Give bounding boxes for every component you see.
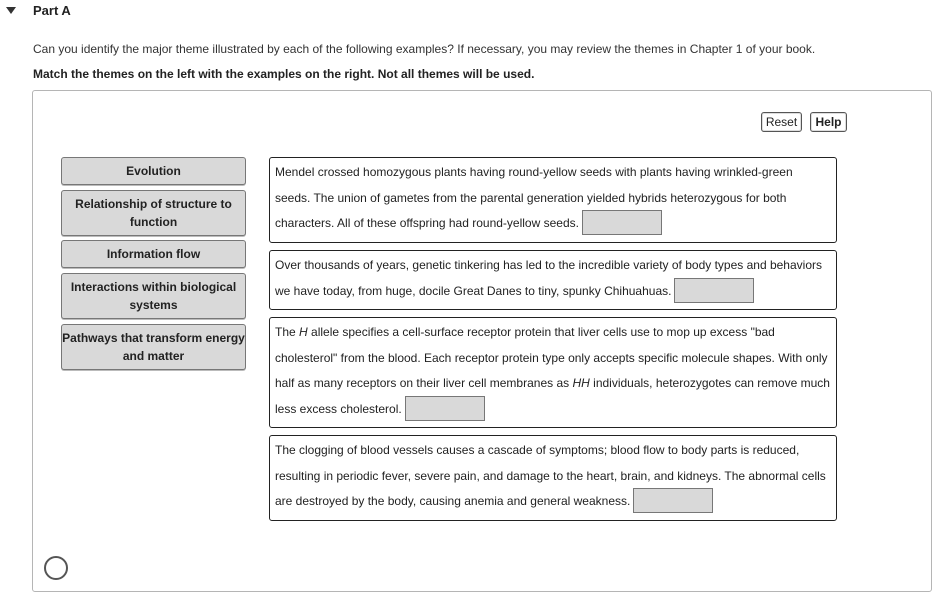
theme-structure-function[interactable]: Relationship of structure to function	[61, 190, 246, 236]
theme-interactions-systems[interactable]: Interactions within biological systems	[61, 273, 246, 319]
example-text: individuals, heterozygotes can remove much less excess cholesterol.	[275, 376, 830, 416]
drop-target[interactable]	[633, 488, 713, 513]
part-title: Part A	[33, 3, 71, 18]
theme-evolution[interactable]: Evolution	[61, 157, 246, 185]
example-cholesterol	[269, 317, 837, 428]
example-blood-vessels	[269, 435, 837, 521]
drop-target[interactable]	[405, 396, 485, 421]
drop-target[interactable]	[674, 278, 754, 303]
theme-information-flow[interactable]: Information flow	[61, 240, 246, 268]
collapse-caret-icon[interactable]	[6, 7, 16, 14]
example-text: Over thousands of years, genetic tinkering has led to the incredible variety of body types and behaviors we have today, from huge, docile Great Danes to tiny, spunky Chihuahuas.	[275, 258, 822, 298]
theme-energy-matter[interactable]: Pathways that transform energy and matter	[61, 324, 246, 370]
reset-button[interactable]: Reset	[761, 112, 802, 132]
drop-target[interactable]	[582, 210, 662, 235]
instruction-text: Match the themes on the left with the examples on the right. Not all themes will be used.	[33, 67, 535, 81]
help-button[interactable]: Help	[810, 112, 847, 132]
example-dogs	[269, 250, 837, 310]
example-mendel	[269, 157, 837, 243]
example-text: The	[275, 325, 300, 339]
status-circle-icon	[44, 556, 68, 580]
example-text: allele specifies a cell-surface receptor protein that liver cells use to mop up excess "bad cholesterol" from the blood. Each receptor protein type only accepts specific molecule shapes. With only half as many receptors on their liver cell membranes as	[275, 325, 828, 390]
question-text: Can you identify the major theme illustrated by each of the following examples? If necessary, you may review the themes in Chapter 1 of your book.	[33, 42, 816, 56]
example-text: The clogging of blood vessels causes a cascade of symptoms; blood flow to body parts is reduced, resulting in periodic fever, severe pain, and damage to the heart, brain, and kidneys. The abnormal cells are destroyed by the body, causing anemia and general weakness.	[275, 443, 826, 508]
allele-italic: H	[299, 325, 308, 339]
genotype-italic: HH	[572, 376, 590, 390]
example-text: Mendel crossed homozygous plants having round-yellow seeds with plants having wrinkled-green seeds. The union of gametes from the parental generation yielded hybrids heterozygous for both characters. All of these offspring had round-yellow seeds.	[275, 165, 793, 230]
part-header[interactable]	[0, 0, 936, 22]
